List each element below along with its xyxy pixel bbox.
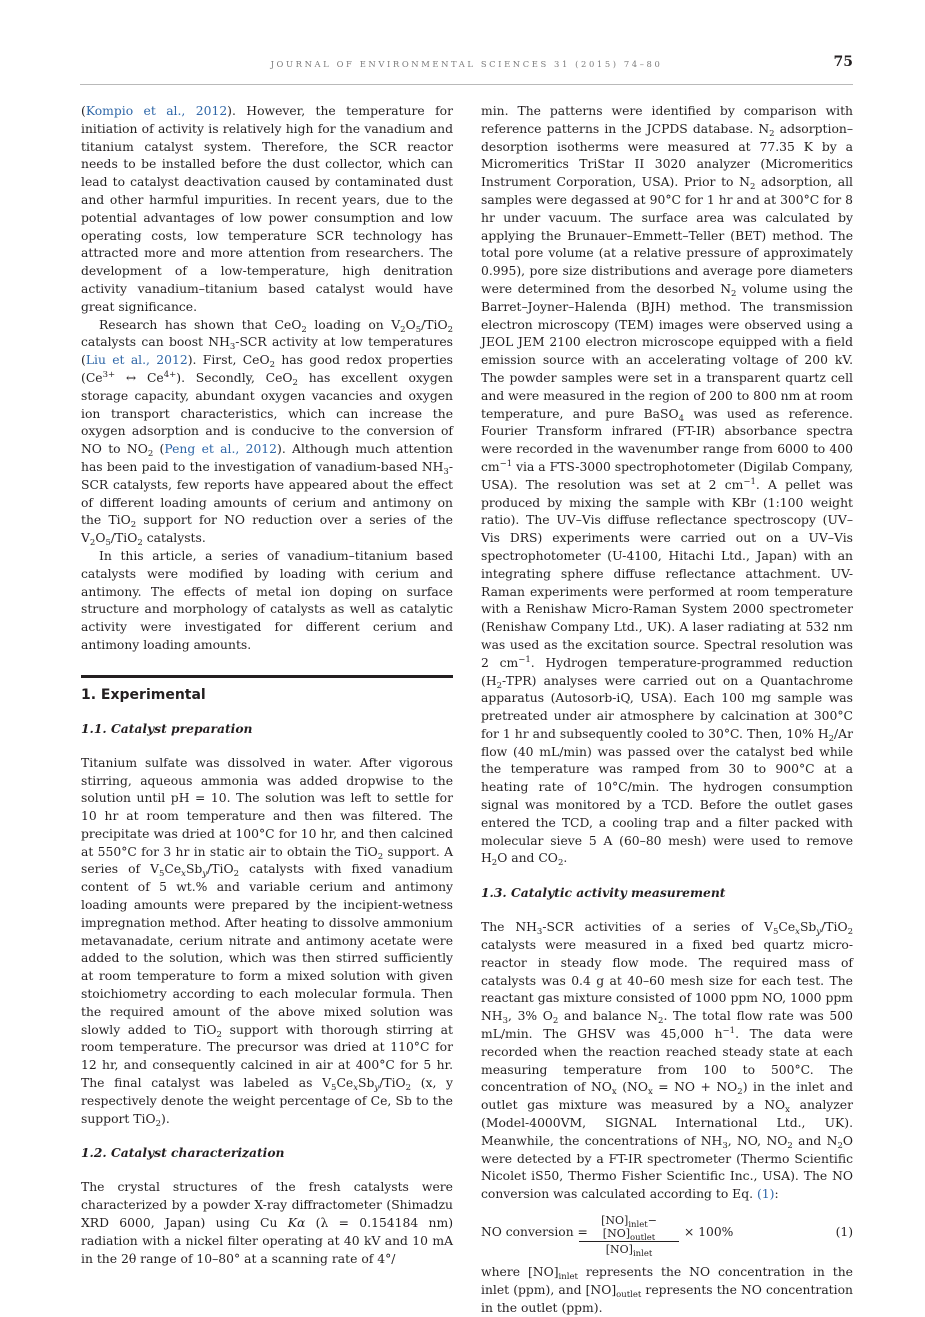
right-column — [481, 103, 853, 1317]
citation-link[interactable]: Kompio et al., 2012 — [85, 104, 228, 118]
equation-fraction — [579, 1214, 679, 1260]
paragraph-activity: The $NH_3$-SCR activities of a series of $V_5Ce_xSb_y/TiO_2$ catalysts were measured in a fixed bed quartz micro-reactor in steady flow mode. The required mass of catalysts was 0.4 g at 40–60 mesh size for each test. The reactant gas mixture consisted of 1000 ppm NO, 1000 ppm $NH_3$, 3% $O_2$ and balance $N_2$. The total flow rate was 500 mL/min. The GHSV was 45,000 $h^{-1}$. The data were recorded when the reaction reached steady state at each measuring temperature from 100 to 500°C. The concentration of $NO_x$ ($NO_x$ = NO + $NO_2$) in the inlet and outlet gas mixture was measured by a $NO_x$ analyzer (Model-4000VM, SIGNAL International Ltd., UK). Meanwhile, the concentrations of $NH_3$, NO, $NO_2$ and $N_2O$ were detected by a FT-IR spectrometer (Thermo Scientific Nicolet iS50, Thermo Fisher Scientific Inc., USA). The NO conversion was calculated according to Eq. (1): — [481, 920, 853, 1202]
paragraph-ceo2: Research has shown that CeO$_2$ loading on $V_2O_5/TiO_2$ catalysts can boost $NH_3$-SCR activity at low temperatures (Liu et al., 2012). First, CeO$_2$ has good redox properties ($Ce^{3+}$ ↔ $Ce^{4+}$). Secondly, CeO$_2$ has excellent oxygen storage capacity, abundant oxygen vacancies and oxygen ion transport characteristics, which can increase the oxygen adsorption and is conducive to the conversion of NO to $NO_2$ (Peng et al., 2012). Although much attention has been paid to the investigation of vanadium-based $NH_3$-SCR catalysts, few reports have appeared about the effect of different loading amounts of cerium and antimony on the TiO$_2$ support for NO reduction over a series of the $V_2O_5/TiO_2$ catalysts. — [81, 317, 454, 549]
header-rule — [80, 84, 853, 85]
citation-link[interactable]: Peng et al., 2012 — [164, 442, 278, 457]
equation-no-conversion — [481, 1214, 853, 1260]
left-column — [81, 103, 453, 1268]
journal-title: JOURNAL OF ENVIRONMENTAL SCIENCES 31 (2015) 74–80 — [270, 59, 663, 69]
paragraph-characterization: The crystal structures of the fresh catalysts were characterized by a powder X-ray diffractometer (Shimadzu XRD 6000, Japan) using Cu Kα (λ = 0.154184 nm) radiation with a nickel filter operating at 40 kV and 10 mA in the 2θ range of 10–80° at a scanning rate of 4°/ — [81, 1180, 454, 1266]
subsection-heading-preparation: 1.1. Catalyst preparation — [81, 720, 253, 736]
paragraph-equation-definition: where $[NO]_{inlet}$ represents the NO concentration in the inlet (ppm), and $[NO]_{outlet}$ represents the NO concentration in the outlet (ppm). — [481, 1265, 853, 1315]
equation-multiplier: × 100% — [684, 1225, 734, 1240]
subsection-heading-activity: 1.3. Catalytic activity measurement — [481, 885, 726, 901]
citation-link[interactable]: Liu et al., 2012 — [85, 353, 188, 368]
paragraph-intro-continued: (Kompio et al., 2012). However, the temperature for initiation of activity is relatively high for the vanadium and titanium catalyst system. Therefore, the SCR reactor needs to be installed before the dust collector, which can lead to catalyst deactivation caused by contaminated dust and other harmful impurities. In recent years, due to the potential advantages of low power consumption and low operating costs, low temperature SCR technology has attracted more and more attention from researchers. The development of a low-temperature, high denitration activity vanadium–titanium based catalyst would have great significance. — [81, 104, 453, 314]
section-heading-experimental: 1. Experimental — [81, 675, 453, 704]
equation-number: (1) — [835, 1225, 853, 1240]
running-header — [80, 54, 853, 81]
paragraph-article-aim: In this article, a series of vanadium–titanium based catalysts were modified by loading with cerium and antimony. The effects of metal ion doping on surface structure and morphology of catalysts as well as catalytic activity were investigated for different cerium and antimony loading amounts. — [81, 548, 453, 652]
subsection-heading-characterization: 1.2. Catalyst characterization — [81, 1145, 285, 1161]
equation-link[interactable]: (1) — [756, 1187, 775, 1202]
equation-denominator: $[NO]_{inlet}$ — [605, 1243, 653, 1260]
page-number: 75 — [833, 54, 853, 70]
equation-numerator: $[NO]_{inlet}-[NO]_{outlet}$ — [579, 1214, 679, 1242]
paragraph-characterization-continued: min. The patterns were identified by comparison with reference patterns in the JCPDS database. $N_2$ adsorption–desorption isotherms were measured at 77.35 K by a Micromeritics TriStar II 3020 analyzer (Micromeritics Instrument Corporation, USA). Prior to $N_2$ adsorption, all samples were degassed at 90°C for 1 hr and at 300°C for 8 hr under vacuum. The surface area was calculated by applying the Brunauer–Emmett–Teller (BET) method. The total pore volume (at a relative pressure of approximately 0.995), pore size distributions and average pore diameters were determined from the desorbed $N_2$ volume using the Barret–Joyner–Halenda (BJH) method. The transmission electron microscopy (TEM) images were observed using a JEOL JEM 2100 electron microscope equipped with a field emission source with an accelerating voltage of 200 kV. The powder samples were set in a transparent quartz cell and were measured in the region of 200 to 800 nm at room temperature, and pure BaSO$_4$ was used as reference. Fourier Transform infrared (FT-IR) absorbance spectra were recorded in the wavenumber range from 6000 to 400 $cm^{-1}$ via a FTS-3000 spectrophotometer (Digilab Company, USA). The resolution was set at 2 $cm^{-1}$. A pellet was produced by mixing the sample with KBr (1:100 weight ratio). The UV–Vis diffuse reflectance spectroscopy (UV–Vis DRS) experiments were carried out on a UV–Vis spectrophotometer (U-4100, Hitachi Ltd., Japan) with an integrating sphere diffuse reflectance attachment. UV-Raman experiments were performed at room temperature with a Renishaw Micro-Raman System 2000 spectrometer (Renishaw Company Ltd., UK). A laser radiating at 532 nm was used as the excitation source. Spectral resolution was 2 $cm^{-1}$. Hydrogen temperature-programmed reduction $(H_2-TPR)$ analyses were carried out on a Quantachrome apparatus (Autosorb-iQ, USA). Each 100 mg sample was pretreated under air atmosphere by calcination at 300°C for 1 hr and subsequently cooled to 30°C. Then, 10% $H_2/Ar$ flow (40 mL/min) was passed over the catalyst bed while the temperature was ramped from 30 to 900°C at a heating rate of 10°C/min. The hydrogen consumption signal was monitored by a TCD. Before the outlet gases entered the TCD, a cooling trap and a filter packed with molecular sieve 5 A (60–80 mesh) were used to remove $H_2O$ and $CO_2$. — [481, 104, 853, 869]
equation-lhs: NO conversion = — [481, 1225, 588, 1240]
paragraph-preparation: Titanium sulfate was dissolved in water. After vigorous stirring, aqueous ammonia was added dropwise to the solution until pH = 10. The solution was left to settle for 10 hr at room temperature and then was filtered. The precipitate was dried at 100°C for 10 hr, and then calcined at 550°C for 3 hr in static air to obtain the TiO$_2$ support. A series of $V_5Ce_xSb_y/TiO_2$ catalysts with fixed vanadium content of 5 wt.% and variable cerium and antimony loading amounts were prepared by the incipient-wetness impregnation method. After heating to dissolve ammonium metavanadate, cerium nitrate and antimony acetate were added to the solution, which was then stirred sufficiently at room temperature to form a mixed solution with given stoichiometry according to each molecular formula. Then the required amount of the above mixed solution was slowly added to TiO$_2$ support with thorough stirring at room temperature. The precursor was dried at 110°C for 12 hr, and consequently calcined in air at 400°C for 5 hr. The final catalyst was labeled as $V_5Ce_xSb_y/TiO_2$ (x, y respectively denote the weight percentage of Ce, Sb to the support TiO$_2$). — [81, 755, 454, 1129]
